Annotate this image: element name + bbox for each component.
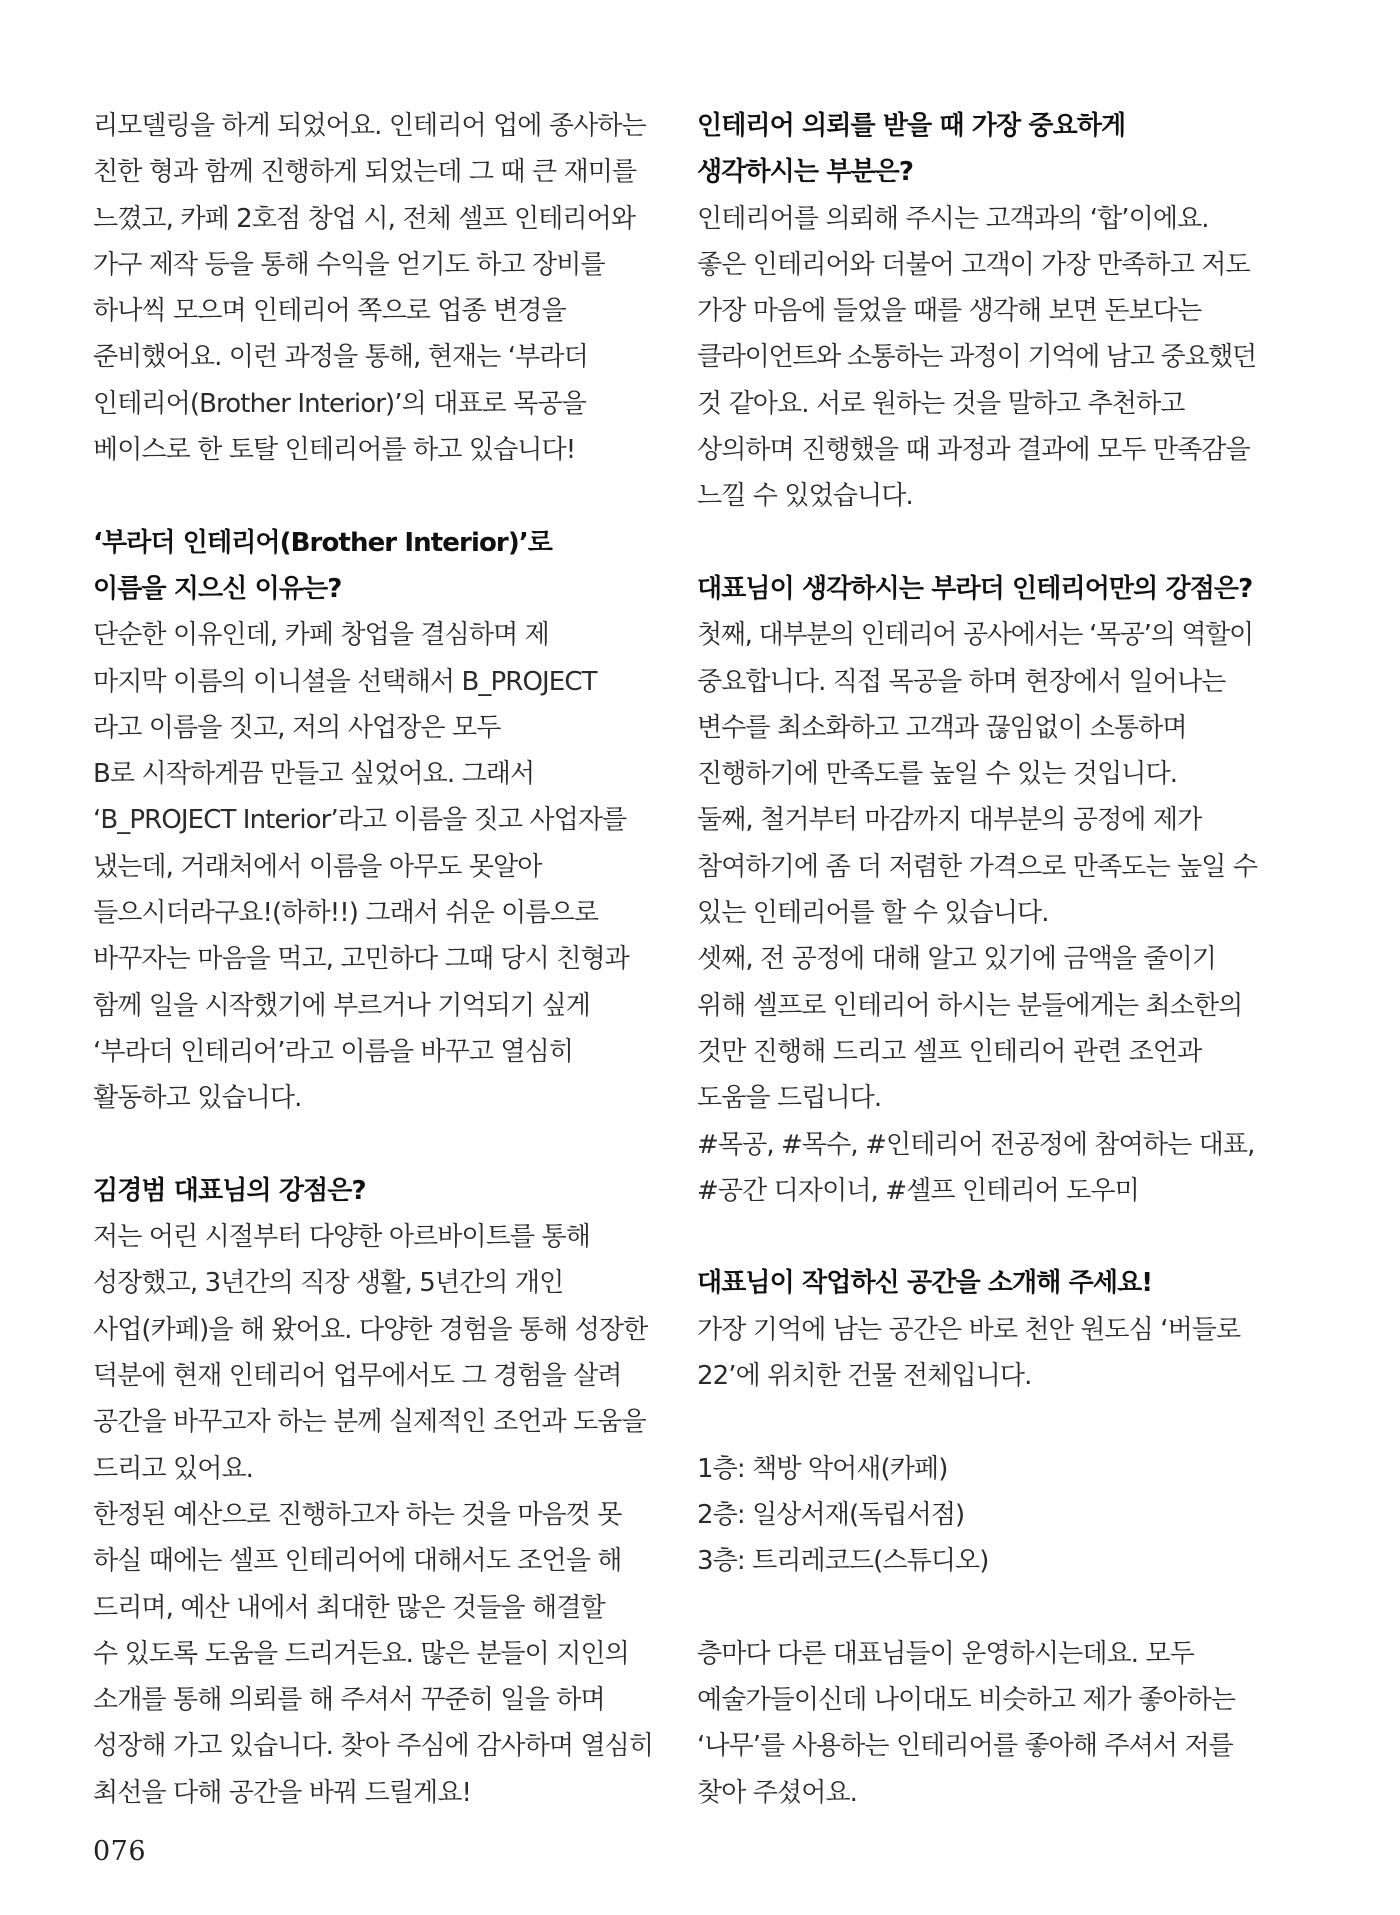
paragraph-gap: [697, 1214, 1257, 1260]
body-line: 수 있도록 도움을 드리거든요. 많은 분들이 지인의: [93, 1638, 629, 1669]
body-line: 마지막 이름의 이니셜을 선택해서 B_PROJECT: [93, 666, 597, 697]
body-line: 드리며, 예산 내에서 최대한 많은 것들을 해결할: [93, 1592, 605, 1623]
body-line: ‘나무’를 사용하는 인테리어를 좋아해 주셔서 저를: [697, 1731, 1233, 1762]
body-line: 단순한 이유인데, 카페 창업을 결심하며 제: [93, 620, 549, 651]
body-line: 셋째, 전 공정에 대해 알고 있기에 금액을 줄이기: [697, 944, 1217, 975]
body-line: 함께 일을 시작했기에 부르거나 기억되기 싶게: [93, 990, 590, 1021]
body-line: 저는 어린 시절부터 다양한 아르바이트를 통해: [93, 1222, 590, 1253]
paragraph-gap: [93, 473, 653, 519]
body-line: 베이스로 한 토탈 인테리어를 하고 있습니다!: [93, 435, 576, 466]
hashtag-line: #목공, #목수, #인테리어 전공정에 참여하는 대표,: [697, 1129, 1255, 1160]
section-heading: 인테리어 의뢰를 받을 때 가장 중요하게: [697, 111, 1126, 141]
body-line: 준비했어요. 이런 과정을 통해, 현재는 ‘부라더: [93, 342, 588, 373]
body-line: 위해 셀프로 인테리어 하시는 분들에게는 최소한의: [697, 990, 1243, 1021]
body-line: 한정된 예산으로 진행하고자 하는 것을 마음껏 못: [93, 1499, 622, 1530]
body-line: 들으시더라구요!(하하!!) 그래서 쉬운 이름으로: [93, 898, 599, 929]
body-line: 있는 인테리어를 할 수 있습니다.: [697, 898, 1049, 929]
body-line: 느꼈고, 카페 2호점 창업 시, 전체 셀프 인테리어와: [93, 203, 636, 234]
body-line: 것만 진행해 드리고 셀프 인테리어 관련 조언과: [697, 1036, 1202, 1067]
body-line: 첫째, 대부분의 인테리어 공사에서는 ‘목공’의 역할이: [697, 620, 1253, 651]
body-line: 22’에 위치한 건물 전체입니다.: [697, 1361, 1032, 1392]
body-line: 층마다 다른 대표님들이 운영하시는데요. 모두: [697, 1638, 1194, 1669]
intro-paragraph: [93, 103, 653, 473]
body-line: 중요합니다. 직접 목공을 하며 현장에서 일어나는: [697, 666, 1226, 697]
paragraph-gap: [697, 1399, 1257, 1445]
right-column: [697, 103, 1257, 1816]
section-heading: ‘부라더 인테리어(Brother Interior)’로: [93, 527, 553, 558]
body-line: 덕분에 현재 인테리어 업무에서도 그 경험을 살려: [93, 1361, 622, 1392]
section-strengths-personal: [93, 1168, 653, 1816]
body-line: 것 같아요. 서로 원하는 것을 말하고 추천하고: [697, 388, 1185, 419]
paragraph-gap: [697, 520, 1257, 566]
hashtag-line: #공간 디자이너, #셀프 인테리어 도우미: [697, 1175, 1139, 1206]
section-heading: 생각하시는 부분은?: [697, 157, 914, 188]
body-line: 클라이언트와 소통하는 과정이 기억에 남고 중요했던: [697, 342, 1256, 373]
section-important-point: [697, 103, 1257, 520]
body-line: 활동하고 있습니다.: [93, 1083, 302, 1114]
body-line: 참여하기에 좀 더 저렴한 가격으로 만족도는 높일 수: [697, 851, 1258, 882]
floor-item: 3층: 트리레코드(스튜디오): [697, 1546, 989, 1577]
body-line: 성장했고, 3년간의 직장 생활, 5년간의 개인: [93, 1268, 564, 1299]
body-line: 소개를 통해 의뢰를 해 주셔서 꾸준히 일을 하며: [93, 1685, 605, 1716]
body-line: 리모델링을 하게 되었어요. 인테리어 업에 종사하는: [93, 111, 646, 141]
section-company-strengths: [697, 566, 1257, 1214]
page-number: 076: [93, 1836, 147, 1867]
body-line: 공간을 바꾸고자 하는 분께 실제적인 조언과 도움을: [93, 1407, 646, 1438]
body-line: 드리고 있어요.: [93, 1453, 254, 1484]
section-heading: 대표님이 생각하시는 부라더 인테리어만의 강점은?: [697, 573, 1253, 604]
body-line: 진행하기에 만족도를 높일 수 있는 것입니다.: [697, 759, 1178, 790]
body-line: 찾아 주셨어요.: [697, 1777, 858, 1808]
body-line: 냈는데, 거래처에서 이름을 아무도 못알아: [93, 851, 542, 882]
floor-item: 2층: 일상서재(독립서점): [697, 1499, 965, 1530]
body-line: 하나씩 모으며 인테리어 쪽으로 업종 변경을: [93, 296, 566, 327]
body-line: 도움을 드립니다.: [697, 1083, 882, 1114]
body-line: 친한 형과 함께 진행하게 되었는데 그 때 큰 재미를: [93, 157, 637, 188]
body-line: 인테리어(Brother Interior)’의 대표로 목공을: [93, 388, 586, 419]
section-heading: 김경범 대표님의 강점은?: [93, 1175, 366, 1206]
paragraph-gap: [697, 1585, 1257, 1631]
body-line: 느낄 수 있었습니다.: [697, 481, 913, 512]
section-name-origin: [93, 520, 653, 1122]
body-line: ‘B_PROJECT Interior’라고 이름을 짓고 사업자를: [93, 805, 627, 836]
body-line: ‘부라더 인테리어’라고 이름을 바꾸고 열심히: [93, 1036, 574, 1067]
body-line: 좋은 인테리어와 더불어 고객이 가장 만족하고 저도: [697, 249, 1250, 280]
body-line: 성장해 가고 있습니다. 찾아 주심에 감사하며 열심히: [93, 1731, 654, 1762]
body-line: 가구 제작 등을 통해 수익을 얻기도 하고 장비를: [93, 249, 605, 280]
floor-item: 1층: 책방 악어새(카페): [697, 1453, 948, 1484]
body-line: B로 시작하게끔 만들고 싶었어요. 그래서: [93, 759, 535, 790]
paragraph-gap: [93, 1122, 653, 1168]
left-column: [93, 103, 653, 1816]
body-line: 최선을 다해 공간을 바꿔 드릴게요!: [93, 1777, 472, 1808]
body-line: 가장 기억에 남는 공간은 바로 천안 원도심 ‘버들로: [697, 1314, 1241, 1345]
body-line: 예술가들이신데 나이대도 비슷하고 제가 좋아하는: [697, 1685, 1235, 1716]
body-line: 인테리어를 의뢰해 주시는 고객과의 ‘합’이에요.: [697, 203, 1209, 234]
body-line: 상의하며 진행했을 때 과정과 결과에 모두 만족감을: [697, 435, 1250, 466]
body-line: 바꾸자는 마음을 먹고, 고민하다 그때 당시 친형과: [93, 944, 629, 975]
body-line: 변수를 최소화하고 고객과 끊임없이 소통하며: [697, 712, 1187, 743]
body-line: 하실 때에는 셀프 인테리어에 대해서도 조언을 해: [93, 1546, 622, 1577]
body-line: 가장 마음에 들었을 때를 생각해 보면 돈보다는: [697, 296, 1202, 327]
section-work-space: [697, 1260, 1257, 1816]
section-heading: 이름을 지으신 이유는?: [93, 573, 342, 604]
body-line: 둘째, 철거부터 마감까지 대부분의 공정에 제가: [697, 805, 1202, 836]
body-line: 사업(카페)을 해 왔어요. 다양한 경험을 통해 성장한: [93, 1314, 648, 1345]
section-heading: 대표님이 작업하신 공간을 소개해 주세요!: [697, 1268, 1153, 1299]
body-line: 라고 이름을 짓고, 저의 사업장은 모두: [93, 712, 501, 743]
